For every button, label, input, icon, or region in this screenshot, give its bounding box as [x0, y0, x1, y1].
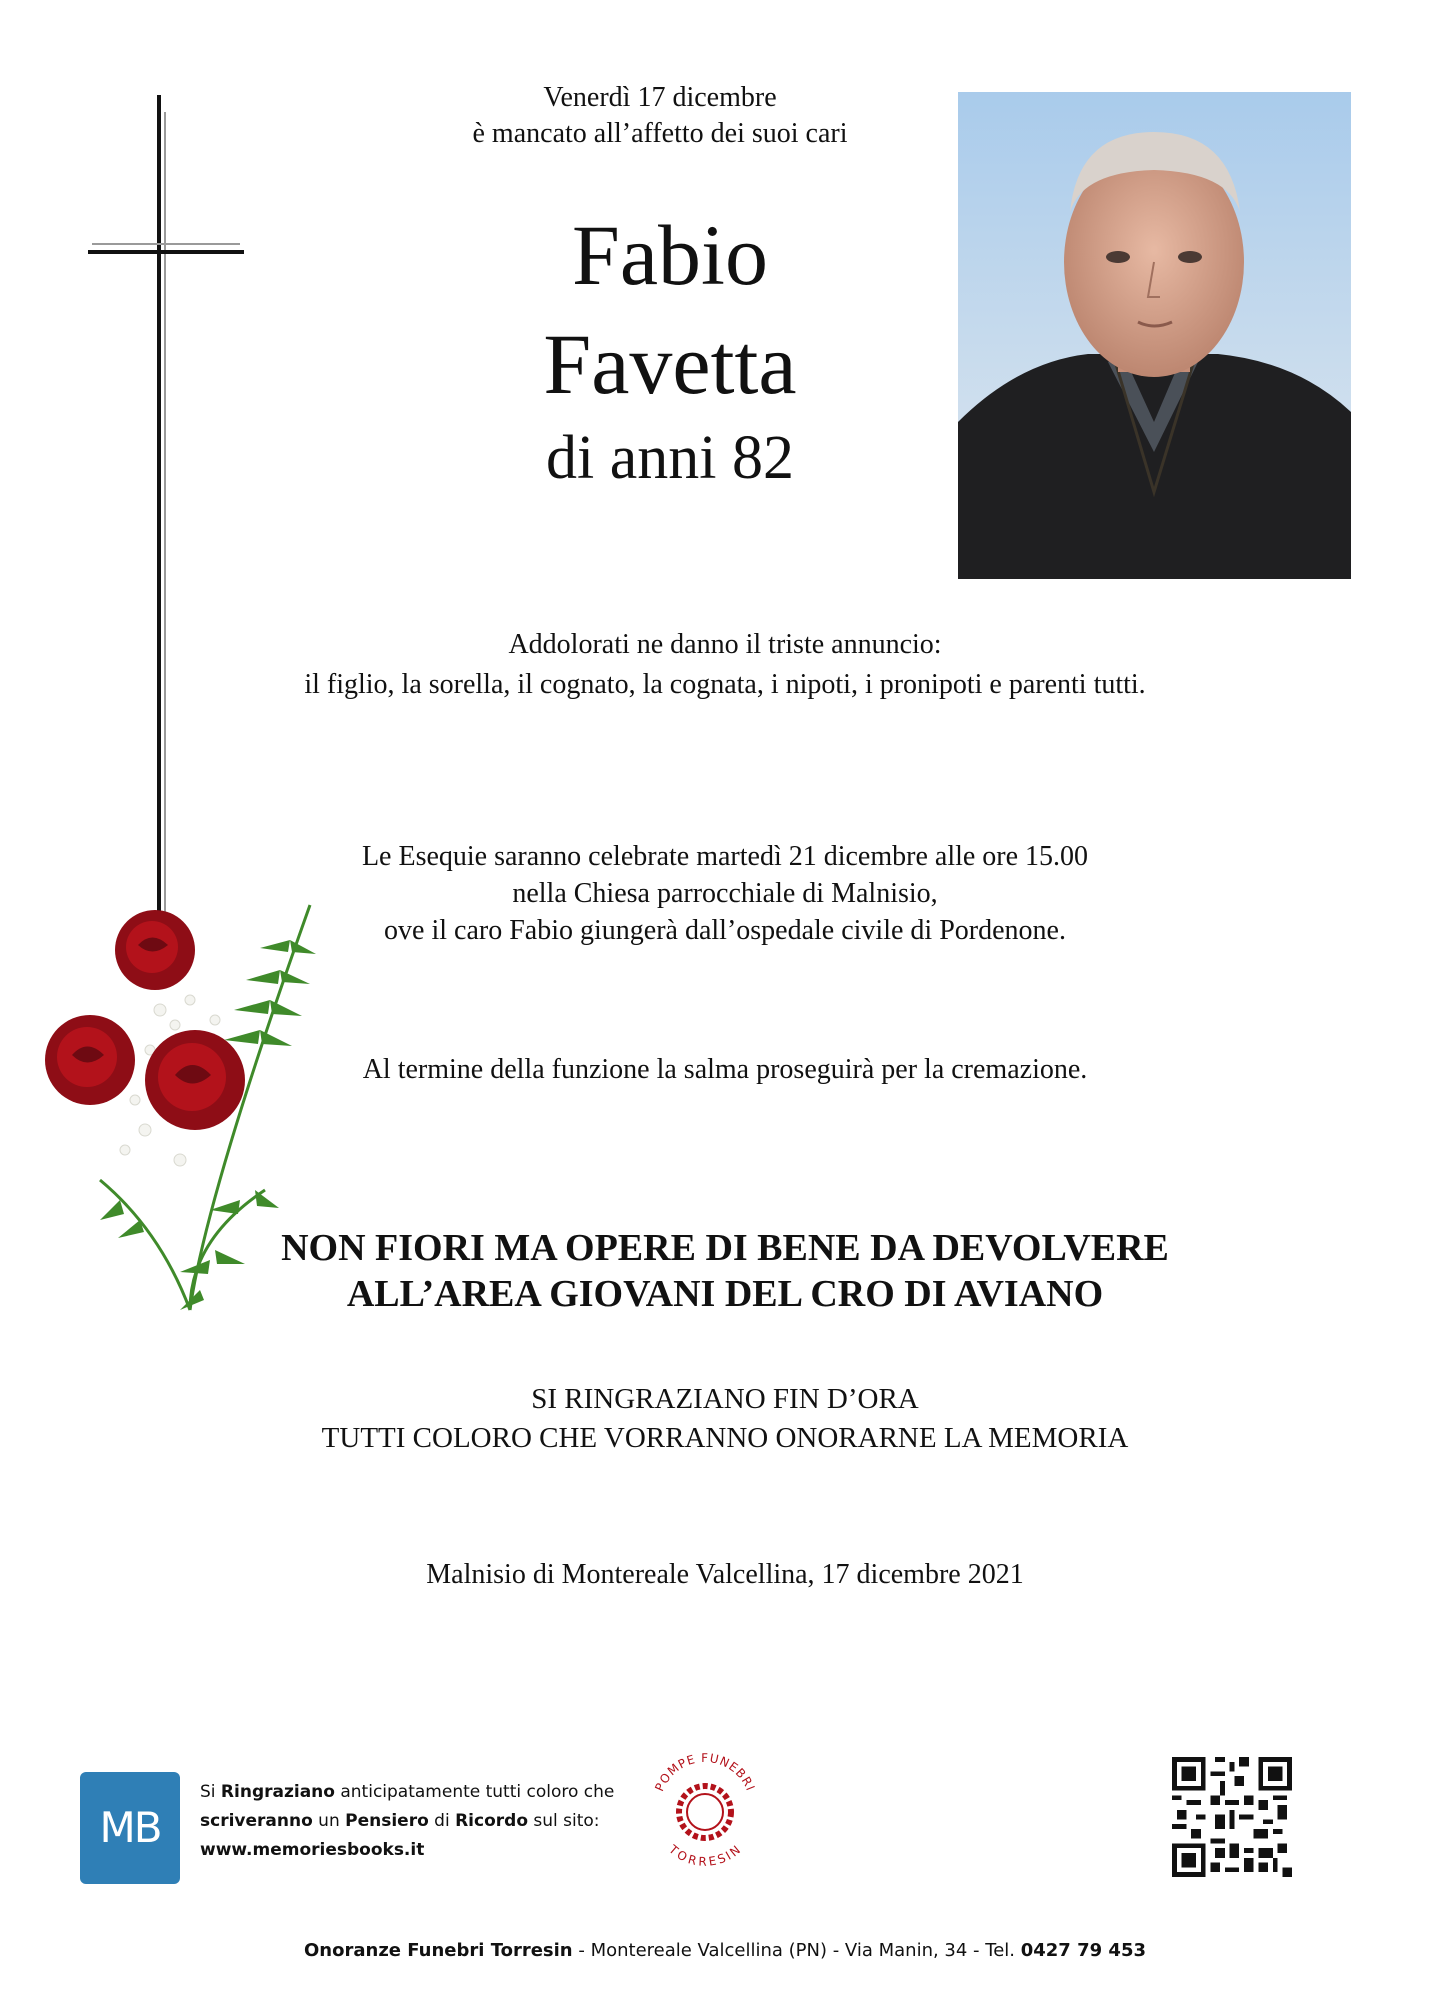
deceased-portrait-photo — [958, 92, 1351, 579]
announcement — [150, 625, 1300, 705]
memoriesbooks-message — [200, 1778, 620, 1865]
mb-text-sul-sito: sul sito: — [528, 1811, 600, 1831]
memoriesbooks-line-2 — [200, 1807, 620, 1836]
thanks-line-1: SI RINGRAZIANO FIN D’ORA — [531, 1383, 919, 1415]
intro-line-1: Venerdì 17 dicembre — [543, 82, 777, 113]
donation-request-line-2: ALL’AREA GIOVANI DEL CRO DI AVIANO — [346, 1273, 1104, 1315]
mb-text-un: un — [312, 1811, 346, 1831]
pompe-funebri-torresin-seal — [640, 1742, 770, 1872]
thanks-note — [150, 1380, 1300, 1458]
mb-text-si: Si — [200, 1782, 221, 1802]
funeral-line-1: Le Esequie saranno celebrate martedì 21 dicembre alle ore 15.00 — [361, 841, 1089, 872]
intro-text — [380, 80, 940, 152]
footer-phone: 0427 79 453 — [1020, 1940, 1146, 1961]
deceased-first-name: Fabio — [572, 207, 768, 303]
mb-text-scriveranno: scriveranno — [200, 1811, 313, 1831]
seal-bottom-text: TORRESIN — [666, 1842, 744, 1869]
cross-horizontal-shadow — [92, 243, 240, 245]
mb-text-ringraziano: Ringraziano — [220, 1782, 335, 1802]
mb-text-pensiero: Pensiero — [345, 1811, 429, 1831]
qr-code-icon — [1172, 1757, 1292, 1877]
donation-request — [150, 1225, 1300, 1317]
memoriesbooks-line-1 — [200, 1778, 620, 1807]
portrait-illustration — [958, 92, 1351, 579]
funeral-line-3: ove il caro Fabio giungerà dall’ospedale civile di Pordenone. — [384, 915, 1066, 946]
deceased-last-name: Favetta — [543, 316, 797, 412]
donation-request-line-1: NON FIORI MA OPERE DI BENE DA DEVOLVERE — [281, 1227, 1169, 1269]
funeral-details — [200, 838, 1250, 949]
thanks-line-2: TUTTI COLORO CHE VORRANNO ONORARNE LA MEMORIA — [321, 1422, 1129, 1454]
mb-text-di: di — [428, 1811, 456, 1831]
memoriesbooks-logo: MB — [80, 1772, 180, 1884]
cross-horizontal-bar — [88, 250, 244, 254]
mb-text-ricordo: Ricordo — [455, 1811, 528, 1831]
seal-top-text: POMPE FUNEBRI — [652, 1750, 758, 1794]
announcement-line-2: il figlio, la sorella, il cognato, la cognata, i nipoti, i pronipoti e parenti tutti. — [304, 669, 1146, 700]
memoriesbooks-url-row — [200, 1836, 620, 1865]
memoriesbooks-url-link[interactable]: www.memoriesbooks.it — [200, 1840, 425, 1860]
seal-illustration — [640, 1742, 770, 1872]
deceased-age: di anni 82 — [546, 424, 794, 492]
funeral-home-footer — [100, 1938, 1350, 1964]
qr-code[interactable] — [1172, 1757, 1292, 1877]
footer-address: - Montereale Valcellina (PN) - Via Manin, 34 - Tel. — [572, 1940, 1021, 1961]
place-and-date: Malnisio di Montereale Valcellina, 17 dicembre 2021 — [426, 1559, 1024, 1590]
funeral-line-2: nella Chiesa parrocchiale di Malnisio, — [512, 878, 938, 909]
cross-vertical-bar — [157, 95, 161, 925]
cross-vertical-shadow — [164, 112, 166, 922]
cremation-note: Al termine della funzione la salma proseguirà per la cremazione. — [362, 1054, 1088, 1085]
intro-line-2: è mancato all’affetto dei suoi cari — [472, 118, 848, 149]
mb-text-anticipatamente: anticipatamente tutti coloro che — [334, 1782, 615, 1802]
announcement-line-1: Addolorati ne danno il triste annuncio: — [508, 629, 942, 660]
footer-company: Onoranze Funebri Torresin — [304, 1940, 573, 1961]
